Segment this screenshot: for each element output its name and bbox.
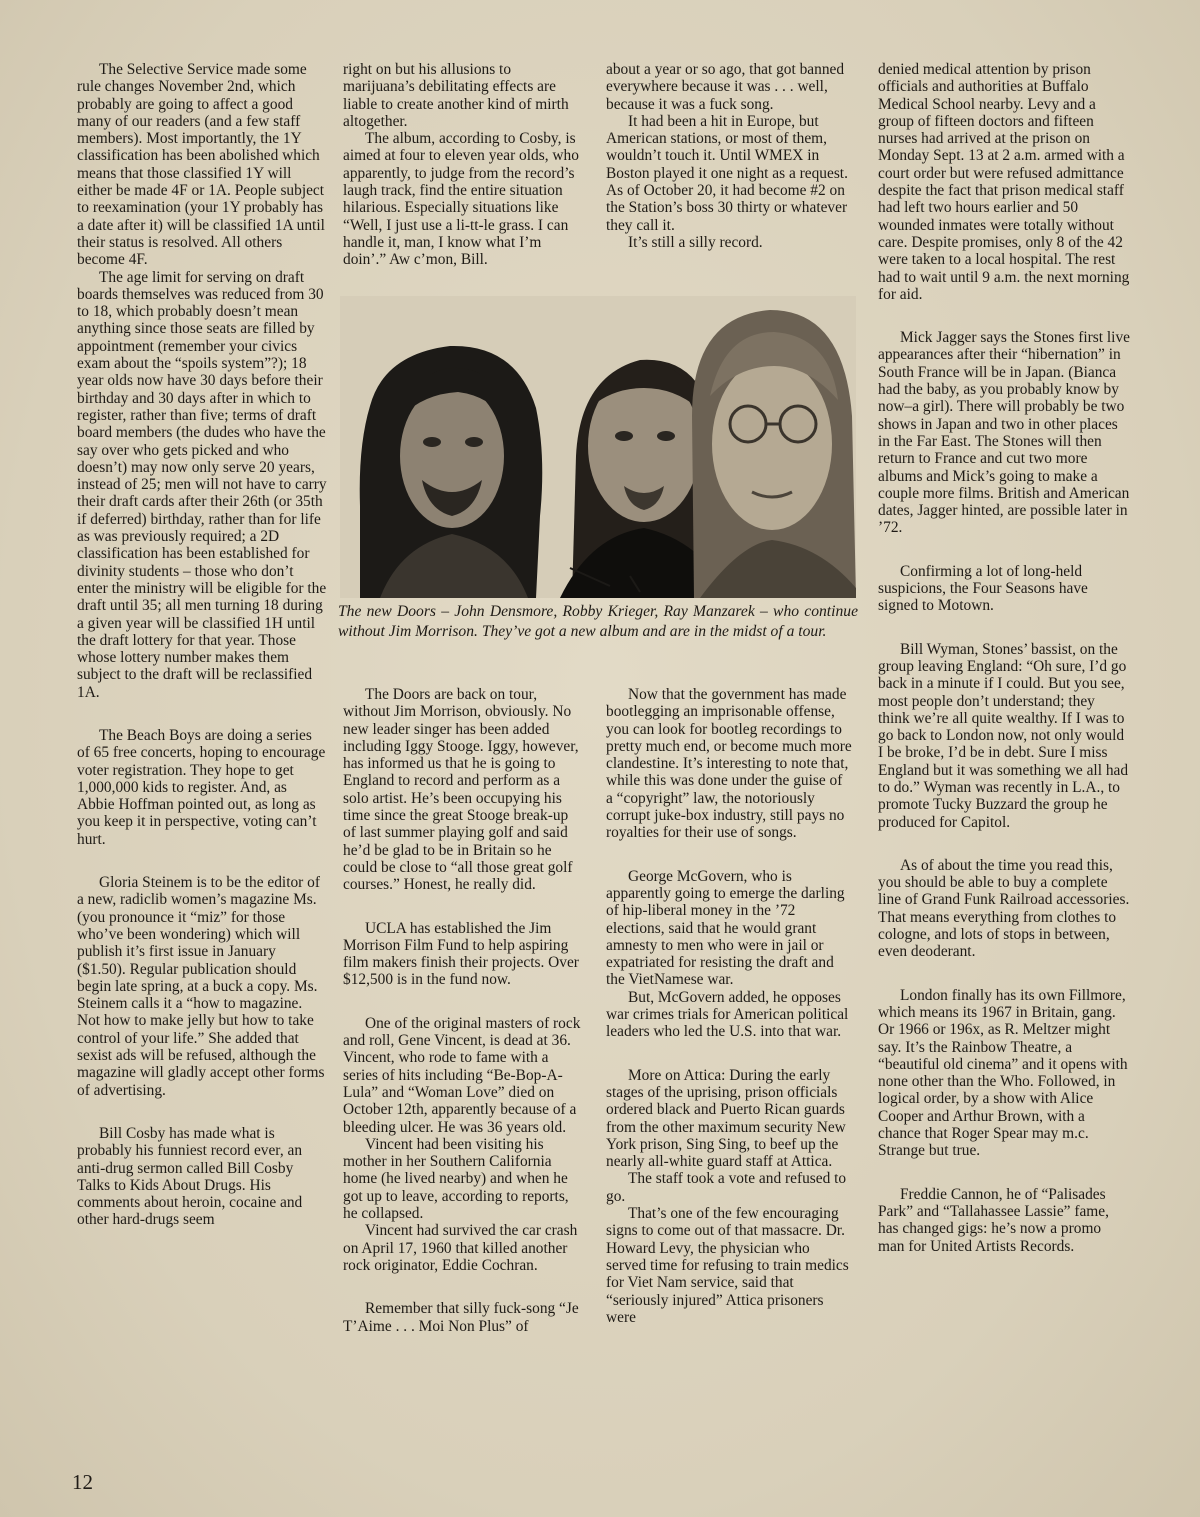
article-cosby-continued: right on but his allusions to marijuana’s debilitating effects are liable to create another kind of mirth altogether. bbox=[343, 61, 569, 130]
column-1 bbox=[77, 61, 327, 1229]
article-beach-boys: The Beach Boys are doing a series of 65 free concerts, hoping to encourage voter registration. They hope to get 1,000,000 kids to register. And, as Abbie Hoffman pointed out, as long as you keep it in perspective, voting can’t hurt. bbox=[77, 726, 326, 848]
article-morrison-film-fund: UCLA has established the Jim Morrison Film Fund to help aspiring film makers finish their projects. Over $12,500 is in the fund now. bbox=[343, 919, 579, 989]
article-draft-boards: The age limit for serving on draft boards themselves was reduced from 30 to 18, which probably doesn’t mean anything since those seats are filled by appointment (remember your civics exam about the “spoils system”?); 18 year olds now have 30 days before their birthday and 30 days after in which to register, rather than five; terms of draft board members (the dudes who have the say over who gets picked and who doesn’t) may now only serve 20 years, instead of 25; men will not have to carry their draft cards after their 26th (or 35th if deferred) birthday, rather than for life as was previously required; a 2D classification has been established for divinity students – those who don’t enter the ministry will be eligible for the draft until 35; all men turning 18 during a given year will be classified 1H until the draft lottery for that year. Those whose lottery number makes them subject to the draft will be reclassified 1A. bbox=[77, 268, 327, 701]
article-je-taime-hit: It had been a hit in Europe, but American stations, or most of them, wouldn’t touch it. Until WMEX in Boston played it one night as a request. As of October 20, it had become #2 on the Station’s boss 30 thirty or whatever they call it. bbox=[606, 112, 848, 234]
article-doors-tour: The Doors are back on tour, without Jim Morrison, obviously. No new leader singer has been added including Iggy Stooge. Iggy, however, has informed us that he is going to England to record and perform as a solo artist. He’s been occupying his time since the great Stooge break-up of last summer playing golf and said he’d be glad to be in Britain so he could be close to “all those great golf courses.” Honest, he really did. bbox=[343, 686, 579, 894]
article-gene-vincent: One of the original masters of rock and roll, Gene Vincent, is dead at 36. Vincent, who rode to fame with a series of hits including “Be-Bop-A-Lula” and “Woman Love” died on October 12th, apparently because of a bleeding ulcer. He was 36 years old. bbox=[343, 1014, 581, 1136]
column-2-top bbox=[343, 61, 583, 269]
article-grand-funk: As of about the time you read this, you should be able to buy a complete line of Grand Funk Railroad accessories. That means everything from clothes to cologne, and lots of stops in between, even deoderant. bbox=[878, 856, 1130, 961]
article-je-taime-silly: It’s still a silly record. bbox=[628, 233, 763, 251]
article-attica-levy: That’s one of the few encouraging signs to come out of that massacre. Dr. Howard Levy, the physician who served time for refusing to train medics for Viet Nam service, said that “seriously injured” Attica prisoners were bbox=[606, 1205, 849, 1326]
article-bootlegging: Now that the government has made bootlegging an imprisonable offense, you can look for bootleg recordings to pretty much end, or become much more clandestine. It’s interesting to note that, while this was done under the guise of a “copyright” law, the notoriously corrupt juke-box industry, still pays no royalties for their use of songs. bbox=[606, 686, 852, 842]
article-freddie-cannon: Freddie Cannon, he of “Palisades Park” and “Tallahassee Lassie” fame, has changed gigs: he’s now a promo man for United Artists Records. bbox=[878, 1185, 1109, 1255]
article-mcgovern-trials: But, McGovern added, he opposes war crimes trials for American political leaders who led the U.S. into that war. bbox=[606, 988, 849, 1041]
article-selective-service: The Selective Service made some rule changes November 2nd, which probably are going to affect a good many of our readers (and a few staff members). Most importantly, the 1Y classification has been abolished which means that those classified 1Y will either be made 4F or 1A. People subject to reexamination (your 1Y probably has a date after it) will be classified 1A until their status is resolved. All others become 4F. bbox=[77, 61, 325, 269]
doors-photo bbox=[340, 296, 856, 598]
column-3-top bbox=[606, 61, 852, 251]
page-number: 12 bbox=[72, 1470, 93, 1494]
column-3-bottom bbox=[606, 686, 852, 1326]
article-attica: More on Attica: During the early stages of the uprising, prison officials ordered black and Puerto Rican guards from the other maximum security New York prison, Sing Sing, to beef up the nearly all-white guard staff at Attica. bbox=[606, 1066, 846, 1171]
article-attica-vote: The staff took a vote and refused to go. bbox=[606, 1170, 847, 1205]
article-ms-magazine: Gloria Steinem is to be the editor of a new, radiclib women’s magazine Ms. (you pronounce it “miz” for those who’ve been wondering) which will publish it’s first issue in January ($1.50). Regular publication should begin late spring, at a buck a copy. Ms. Steinem calls it a “how to magazine. Not how to make jelly but how to take control of your life.” She added that sexist ads will be refused, although the magazine will gladly accept other forms of advertising. bbox=[77, 874, 325, 1099]
column-4 bbox=[878, 61, 1130, 1255]
article-four-seasons: Confirming a lot of long-held suspicions, the Four Seasons have signed to Motown. bbox=[878, 562, 1088, 615]
article-attica-continued: denied medical attention by prison officials and authorities at Buffalo Medical School nearby. Levy and a group of fifteen doctors and fifteen nurses had arrived at the prison on Monday Sept. 13 at 2 a.m. armed with a court order but were refused admittance despite the fact that prison medical staff had left two hours earlier and 50 wounded inmates were totally without care. Despite promises, only 8 of the 42 were taken to a local hospital. The rest had to wait until 9 a.m. the next morning for aid. bbox=[878, 61, 1130, 303]
article-je-taime: Remember that silly fuck-song “Je T’Aime . . . Moi Non Plus” of bbox=[343, 1300, 579, 1335]
article-mcgovern: George McGovern, who is apparently going to emerge the darling of hip-liberal money in the ’72 elections, said that he would grant amnesty to men who were in jail or expatriated for resisting the draft and the VietNamese war. bbox=[606, 867, 845, 989]
article-bill-wyman: Bill Wyman, Stones’ bassist, on the group leaving England: “Oh sure, I’d go back in a minute if I could. But you see, most people don’t understand; they think we’re all quite wealthy. If I was to go back to London now, not only would I be broke, I’d be in debt. Sure I miss England but it was something we all had to do.” Wyman was recently in L.A., to promote Tucky Buzzard the group he produced for Capitol. bbox=[878, 640, 1129, 831]
article-cosby-album: The album, according to Cosby, is aimed at four to eleven year olds, who apparently, to judge from the record’s laugh track, find the entire situation hilarious. Especially situations like “Well, I just use a li-tt-le grass. I can handle it, man, I know what I’m doin’.” Aw c’mon, Bill. bbox=[343, 130, 579, 269]
article-vincent-crash: Vincent had survived the car crash on April 17, 1960 that killed another rock originator, Eddie Cochran. bbox=[343, 1222, 578, 1274]
article-rainbow-theatre: London finally has its own Fillmore, which means its 1967 in Britain, gang. Or 1966 or 196x, as R. Meltzer might say. It’s the Rainbow Theatre, a “beautiful old cinema” and it opens with none other than the Who. Followed, in logical order, by a show with Alice Cooper and Arthur Brown, with a chance that Roger Spear may m.c. Strange but true. bbox=[878, 986, 1128, 1160]
article-je-taime-continued: about a year or so ago, that got banned everywhere because it was . . . well, because it was a fuck song. bbox=[606, 61, 845, 113]
article-vincent-visit: Vincent had been visiting his mother in her Southern California home (he lived nearby) and when he got up to leave, according to reports, he collapsed. bbox=[343, 1135, 569, 1223]
article-bill-cosby: Bill Cosby has made what is probably his funniest record ever, an anti-drug sermon called Bill Cosby Talks to Kids About Drugs. His comments about heroin, cocaine and other hard-drugs seem bbox=[77, 1124, 303, 1229]
article-mick-jagger: Mick Jagger says the Stones first live appearances after their “hibernation” in South France will be in Japan. (Bianca had the baby, as you probably know by now–a girl). There will probably be two shows in Japan and two in other places in the Far East. The Stones will then return to France and cut two more albums and Mick’s going to make a couple more films. British and American dates, Jagger hinted, are possible later in ’72. bbox=[878, 329, 1130, 537]
doors-photo-illustration bbox=[340, 296, 856, 598]
column-2-bottom bbox=[343, 686, 583, 1335]
photo-caption: The new Doors – John Densmore, Robby Krieger, Ray Manzarek – who continue without Jim Morrison. They’ve got a new album and are in the midst of a tour. bbox=[338, 603, 858, 640]
